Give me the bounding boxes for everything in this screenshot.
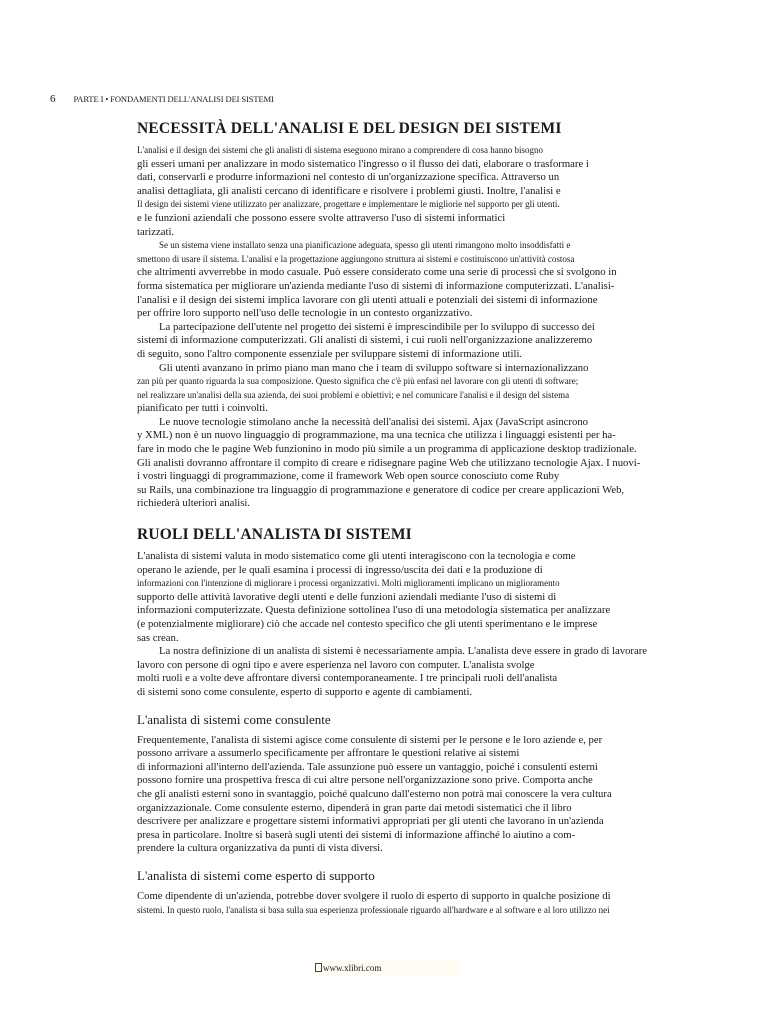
text-line: Come dipendente di un'azienda, potrebbe dover svolgere il ruolo di esperto di supporto in qualche posizione di xyxy=(137,889,611,902)
text-line: L'analisi e il design dei sistemi che gli analisti di sistema eseguono mirano a comprendere di cosa hanno bisogno xyxy=(137,145,544,155)
text-line: su Rails, una combinazione tra linguaggio di programmazione e generatore di codice per creare applicazioni Web, xyxy=(137,483,625,496)
text-line: nel realizzare un'analisi della sua azienda, dei suoi problemi e obiettivi; e nel comunicare l'analisi e il design del sistema xyxy=(137,389,570,400)
text-line: Frequentemente, l'analista di sistemi agisce come consulente di sistemi per le persone e le loro aziende e, per xyxy=(137,733,603,746)
subsection-heading: L'analista di sistemi come esperto di supporto xyxy=(137,867,375,883)
text-line: Il design dei sistemi viene utilizzato per analizzare, progettare e implementare le migliorie nel supporto per gli utenti. xyxy=(137,199,560,210)
text-line: informazioni computerizzate. Questa definizione sottolinea l'uso di una metodologia sistematica per analizzare xyxy=(137,604,611,617)
text-line: informazioni con l'intenzione di migliorare i processi organizzativi. Molti miglioramenti implicano un miglioramento xyxy=(137,578,560,589)
page-body xyxy=(137,120,717,917)
box-icon xyxy=(315,963,322,972)
text-line: prendere la cultura organizzativa da punti di vista diversi. xyxy=(137,842,383,855)
text-line: e le funzioni aziendali che possono essere svolte attraverso l'uso di sistemi informatici xyxy=(137,211,506,224)
text-line: descrivere per analizzare e progettare sistemi informativi appropriati per gli utenti che lavorano in un'azienda xyxy=(137,815,604,828)
section-heading: NECESSITÀ DELL'ANALISI E DEL DESIGN DEI SISTEMI xyxy=(137,120,562,137)
text-line: molti ruoli e a volte deve affrontare diversi contemporaneamente. I tre principali ruoli dell'analista xyxy=(137,672,558,685)
text-line: lavoro con persone di ogni tipo e avere esperienza nel lavoro con computer. L'analista svolge xyxy=(137,658,535,671)
text-line: possono fornire una prospettiva fresca di cui altre persone nell'organizzazione sono prive. Comporta anche xyxy=(137,774,593,787)
text-line: pianificato per tutti i coinvolti. xyxy=(137,402,268,415)
text-line: supporto delle attività lavorative degli utenti e delle funzioni aziendali mediante l'uso di sistemi di xyxy=(137,590,557,603)
text-line: y XML) non è un nuovo linguaggio di programmazione, ma una tecnica che utilizza i linguaggi esistenti per ha- xyxy=(137,429,616,442)
text-line: sistemi. In questo ruolo, l'analista si basa sulla sua esperienza professionale riguardo all'hardware e al software e al loro utilizzo nei xyxy=(137,904,610,915)
text-line: che gli analisti esterni sono in svantaggio, poiché qualcuno dall'esterno non potrà mai conoscere la vera cultura xyxy=(137,787,612,800)
text-line: Se un sistema viene installato senza una pianificazione adeguata, spesso gli utenti rimangono molto insoddisfatti e xyxy=(159,240,571,251)
text-line: presa in particolare. Inoltre si baserà sugli utenti dei sistemi di informazione affinché lo aiutino a com- xyxy=(137,828,576,841)
text-line: sistemi di informazione computerizzati. Gli analisti di sistemi, i cui ruoli nell'organizzazione analizzeremo xyxy=(137,334,593,347)
page-number: 6 xyxy=(50,93,56,105)
text-line: fare in modo che le pagine Web funzionino in modo più simile a un programma di applicazione desktop tradizionale. xyxy=(137,443,637,456)
text-line: La nostra definizione di un analista di sistemi è necessariamente ampia. L'analista deve essere in grado di lavorare xyxy=(159,645,648,658)
text-line: zan più per quanto riguarda la sua composizione. Questo significa che c'è più enfasi nel lavorare con gli utenti di software; xyxy=(137,376,579,387)
text-line: analisi dettagliata, gli analisti cercano di identificare e risolvere i problemi giusti. Inoltre, l'analisi e xyxy=(137,184,561,197)
subsection-heading: L'analista di sistemi come consulente xyxy=(137,711,331,727)
text-line: di sistemi sono come consulente, esperto di supporto e agente di cambiamenti. xyxy=(137,685,473,698)
text-line: sas crean. xyxy=(137,631,179,644)
text-line: organizzazionale. Come consulente esterno, dipenderà in gran parte dai metodi sistematici che il libro xyxy=(137,801,572,814)
text-line: L'analista di sistemi valuta in modo sistematico come gli utenti interagiscono con la tecnologia e come xyxy=(137,550,576,563)
text-line: richiederà ulteriori analisi. xyxy=(137,497,251,510)
running-title: PARTE I • FONDAMENTI DELL'ANALISI DEI SISTEMI xyxy=(73,94,274,104)
footer-watermark xyxy=(315,961,460,976)
watermark-text: www.xlibri.com xyxy=(323,963,382,973)
text-line: l'analisi e il design dei sistemi implica lavorare con gli utenti attuali e potenziali dei sistemi di informazione xyxy=(137,293,598,306)
text-line: Gli analisti dovranno affrontare il compito di creare e ridisegnare pagine Web che utilizzano tecnologie Ajax. I nuovi- xyxy=(137,456,641,469)
text-line: gli esseri umani per analizzare in modo sistematico l'ingresso o il flusso dei dati, elaborare o trasformare i xyxy=(137,157,589,170)
text-line: Le nuove tecnologie stimolano anche la necessità dell'analisi dei sistemi. Ajax (JavaScript asincrono xyxy=(159,415,589,428)
section-heading: RUOLI DELL'ANALISTA DI SISTEMI xyxy=(137,526,412,544)
running-header xyxy=(50,93,728,105)
text-line: di seguito, sono l'altro componente essenziale per sviluppare sistemi di informazione utili. xyxy=(137,347,523,360)
text-line: tarizzati. xyxy=(137,225,175,238)
text-line: che altrimenti avverrebbe in modo casuale. Può essere considerato come una serie di processi che si svolgono in xyxy=(137,266,617,279)
text-line: per offrire loro supporto nell'uso delle tecnologie in un contesto organizzativo. xyxy=(137,307,473,320)
text-line: Gli utenti avanzano in primo piano man mano che i team di sviluppo software si internazionalizzano xyxy=(159,361,589,374)
text-line: di informazioni all'interno dell'azienda. Tale assunzione può essere un vantaggio, poiché i consulenti esterni xyxy=(137,760,598,773)
text-line: i vostri linguaggi di programmazione, come il framework Web open source conosciuto come Ruby xyxy=(137,470,560,483)
text-line: dati, conservarli e produrre informazioni nel contesto di un'organizzazione specifica. Attraverso un xyxy=(137,171,560,184)
text-line: smettono di usare il sistema. L'analisi e la progettazione aggiungono struttura ai sistemi e costituiscono un'attività costosa xyxy=(137,253,575,264)
text-line: forma sistematica per migliorare un'azienda mediante l'uso di sistemi di informazione computerizzati. L'analisi- xyxy=(137,279,615,292)
text-line: operano le aziende, per le quali esamina i processi di ingresso/uscita dei dati e la produzione di xyxy=(137,563,543,576)
text-line: La partecipazione dell'utente nel progetto dei sistemi è imprescindibile per lo sviluppo di successo dei xyxy=(159,320,595,333)
text-line: (e potenzialmente migliorare) ciò che accade nel contesto specifico che gli utenti sperimentano e le imprese xyxy=(137,618,598,630)
text-line: possono arrivare a assumerlo specificamente per affrontare le questioni relative ai sistemi xyxy=(137,747,520,760)
